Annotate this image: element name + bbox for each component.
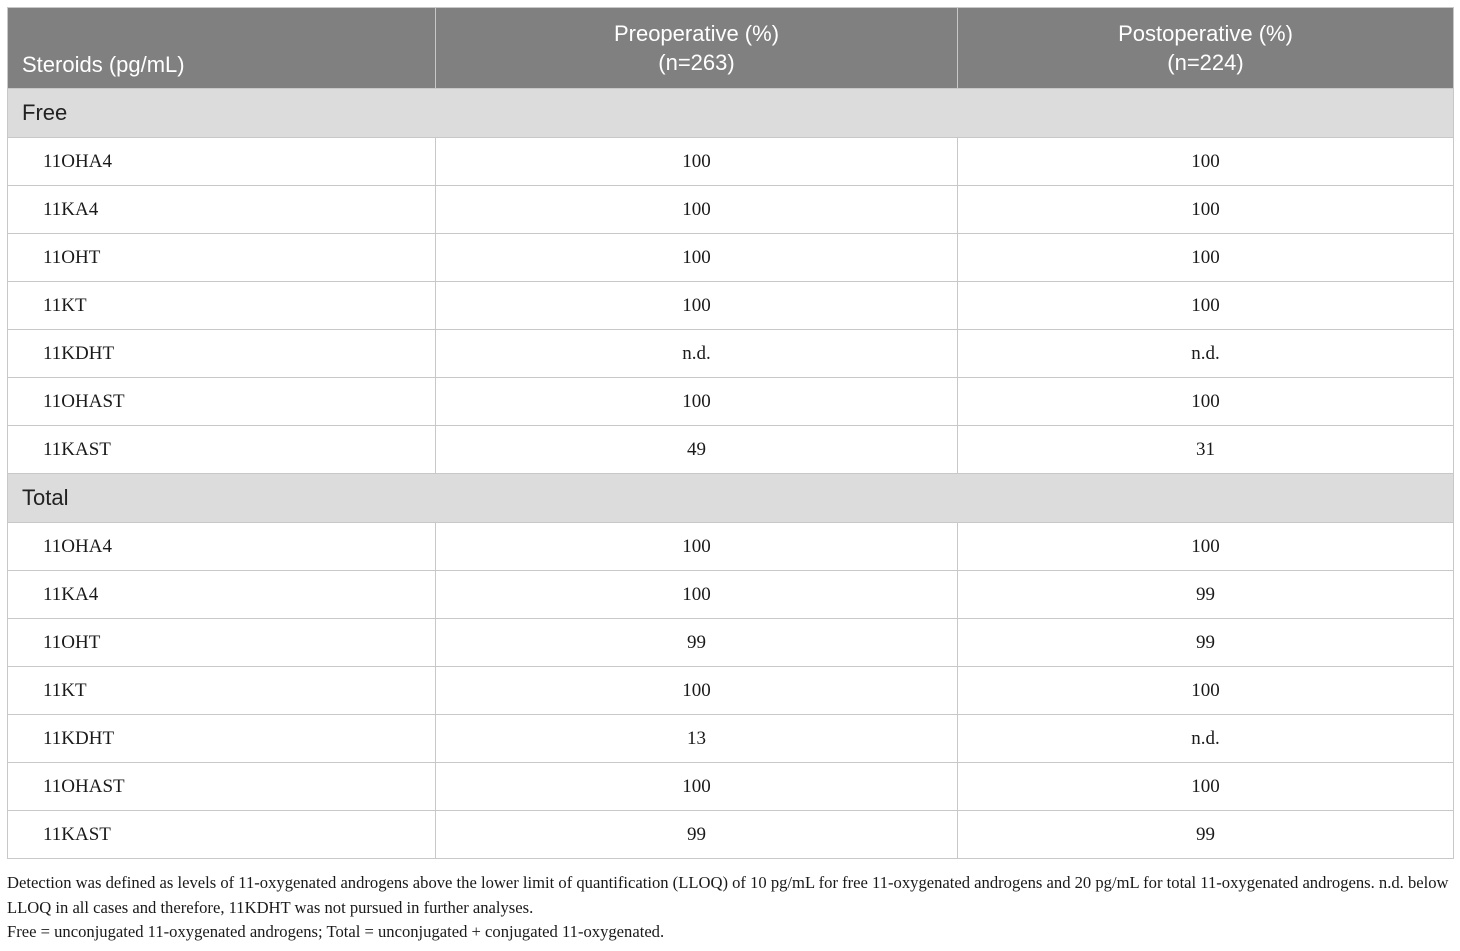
preoperative-value-cell: n.d. — [436, 330, 958, 378]
footnote-detection: Detection was defined as levels of 11-oxygenated androgens above the lower limit of quantification (LLOQ) of 10 pg/mL for free 11-oxygenated androgens and 20 pg/mL for total 11-oxygenated androgens. n.d. below LLOQ in all cases and therefore, 11KDHT was not pursued in further analyses. — [7, 873, 1449, 917]
table-footnotes — [7, 871, 1457, 945]
steroid-name-cell: 11KDHT — [8, 330, 436, 378]
header-row — [8, 8, 1454, 89]
postoperative-value-cell: 100 — [958, 138, 1454, 186]
header-postoperative-n: (n=224) — [1167, 50, 1244, 75]
postoperative-value-cell: 100 — [958, 523, 1454, 571]
table-row — [8, 378, 1454, 426]
section-row — [8, 89, 1454, 138]
table-header — [8, 8, 1454, 89]
table-row — [8, 234, 1454, 282]
steroid-name-cell: 11OHT — [8, 234, 436, 282]
steroid-name-cell: 11KAST — [8, 811, 436, 859]
table-row — [8, 667, 1454, 715]
postoperative-value-cell: 99 — [958, 811, 1454, 859]
postoperative-value-cell: 99 — [958, 619, 1454, 667]
steroid-name-cell: 11KT — [8, 667, 436, 715]
preoperative-value-cell: 100 — [436, 282, 958, 330]
table-row — [8, 619, 1454, 667]
preoperative-value-cell: 13 — [436, 715, 958, 763]
header-postoperative-label: Postoperative (%) — [1118, 21, 1293, 46]
table-row — [8, 571, 1454, 619]
postoperative-value-cell: 100 — [958, 378, 1454, 426]
preoperative-value-cell: 100 — [436, 667, 958, 715]
header-steroids: Steroids (pg/mL) — [8, 8, 436, 89]
table-row — [8, 186, 1454, 234]
preoperative-value-cell: 49 — [436, 426, 958, 474]
table-row — [8, 330, 1454, 378]
section-title: Free — [8, 89, 1454, 138]
header-preoperative — [436, 8, 958, 89]
postoperative-value-cell: 31 — [958, 426, 1454, 474]
preoperative-value-cell: 100 — [436, 138, 958, 186]
table-row — [8, 138, 1454, 186]
preoperative-value-cell: 100 — [436, 571, 958, 619]
postoperative-value-cell: n.d. — [958, 330, 1454, 378]
preoperative-value-cell: 99 — [436, 619, 958, 667]
postoperative-value-cell: 100 — [958, 763, 1454, 811]
postoperative-value-cell: 100 — [958, 667, 1454, 715]
steroid-name-cell: 11KT — [8, 282, 436, 330]
table-container — [7, 7, 1453, 859]
table-row — [8, 523, 1454, 571]
table-body — [8, 89, 1454, 859]
header-preoperative-label: Preoperative (%) — [613, 21, 780, 46]
table-row — [8, 282, 1454, 330]
steroid-name-cell: 11KA4 — [8, 186, 436, 234]
steroid-name-cell: 11OHAST — [8, 378, 436, 426]
postoperative-value-cell: 100 — [958, 282, 1454, 330]
preoperative-value-cell: 100 — [436, 186, 958, 234]
preoperative-value-cell: 99 — [436, 811, 958, 859]
steroid-name-cell: 11OHA4 — [8, 523, 436, 571]
steroid-name-cell: 11OHAST — [8, 763, 436, 811]
footnote-definitions: Free = unconjugated 11-oxygenated androgens; Total = unconjugated + conjugated 11-oxygenated. — [7, 922, 665, 941]
table-row — [8, 715, 1454, 763]
preoperative-value-cell: 100 — [436, 378, 958, 426]
steroid-name-cell: 11KAST — [8, 426, 436, 474]
postoperative-value-cell: 100 — [958, 186, 1454, 234]
header-postoperative — [958, 8, 1454, 89]
preoperative-value-cell: 100 — [436, 234, 958, 282]
steroid-name-cell: 11KDHT — [8, 715, 436, 763]
header-preoperative-n: (n=263) — [658, 50, 735, 75]
postoperative-value-cell: n.d. — [958, 715, 1454, 763]
steroid-name-cell: 11OHT — [8, 619, 436, 667]
postoperative-value-cell: 100 — [958, 234, 1454, 282]
table-row — [8, 811, 1454, 859]
detection-table — [7, 7, 1454, 859]
table-row — [8, 426, 1454, 474]
section-title: Total — [8, 474, 1454, 523]
preoperative-value-cell: 100 — [436, 523, 958, 571]
section-row — [8, 474, 1454, 523]
steroid-name-cell: 11OHA4 — [8, 138, 436, 186]
steroid-name-cell: 11KA4 — [8, 571, 436, 619]
table-row — [8, 763, 1454, 811]
preoperative-value-cell: 100 — [436, 763, 958, 811]
postoperative-value-cell: 99 — [958, 571, 1454, 619]
